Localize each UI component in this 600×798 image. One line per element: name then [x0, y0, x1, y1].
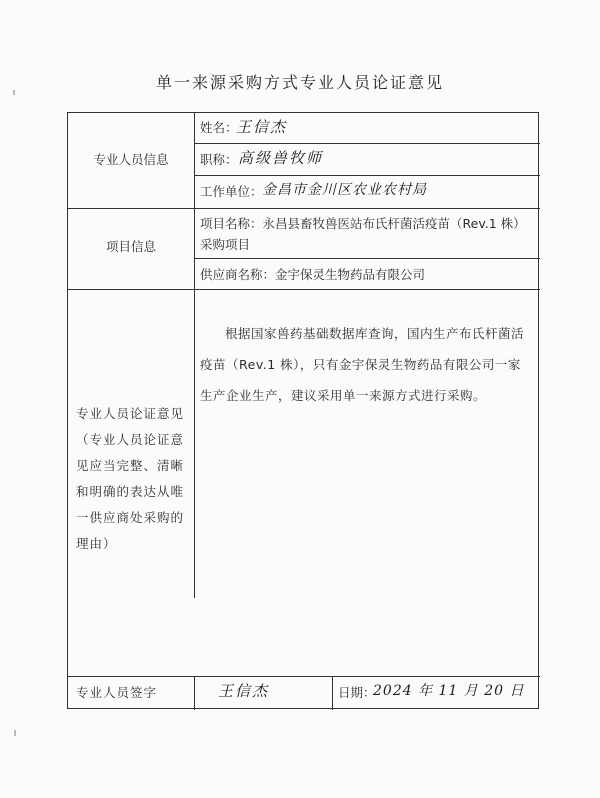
opinion-label-line: 一供应商处采购的: [76, 510, 185, 525]
employer-value: 金昌市金川区农业农村局: [262, 182, 427, 198]
opinion-text-line: 生产企业生产，建议采用单一来源方式进行采购。: [200, 388, 487, 403]
signature-divider-left: [194, 676, 195, 710]
row-line: [194, 175, 540, 176]
name-value: 王信杰: [236, 118, 288, 136]
date-value: 2024 年 11 月 20 日: [373, 683, 525, 699]
column-divider: [194, 113, 195, 598]
project-name-line2: 采购项目: [200, 237, 251, 252]
signature-label: 专业人员签字: [76, 685, 158, 700]
row-line: [194, 143, 540, 144]
opinion-label: [76, 401, 190, 557]
form-table: [67, 112, 539, 709]
scan-mark: [13, 90, 15, 95]
title-value: 高级兽牧师: [238, 149, 324, 167]
scan-mark: [14, 730, 16, 736]
opinion-label-line: 专业人员论证意见: [76, 406, 185, 421]
employer-label: 工作单位：: [200, 184, 263, 199]
section-line: [68, 208, 540, 209]
expert-info-label: 专业人员信息: [93, 152, 169, 167]
opinion-label-line: （专业人员论证意: [76, 432, 185, 447]
opinion-text-line: 根据国家兽药基础数据库查询，国内生产布氏杆菌活: [225, 326, 525, 341]
opinion-text-line: 疫苗（Rev.1 株），只有金宇保灵生物药品有限公司一家: [200, 357, 521, 372]
opinion-label-line: 和明确的表达从唯: [76, 484, 185, 499]
opinion-text: [200, 318, 536, 411]
row-line: [194, 258, 540, 259]
date-label: 日期：: [338, 685, 376, 700]
title-label: 职称：: [200, 152, 238, 167]
section-line: [68, 676, 540, 677]
section-line: [68, 289, 540, 290]
project-name-line1: 项目名称：永昌县畜牧兽医站布氏杆菌活疫苗（Rev.1 株）: [200, 216, 526, 231]
signature-divider-right: [332, 676, 333, 710]
document-title: 单一来源采购方式专业人员论证意见: [155, 73, 444, 92]
opinion-label-line: 理由）: [76, 536, 117, 551]
project-info-label: 项目信息: [105, 239, 156, 254]
supplier-name: 供应商名称：金宇保灵生物药品有限公司: [200, 267, 426, 282]
opinion-label-line: 见应当完整、清晰: [76, 458, 185, 473]
signature-value: 王信杰: [218, 682, 270, 700]
name-label: 姓名：: [200, 120, 238, 135]
